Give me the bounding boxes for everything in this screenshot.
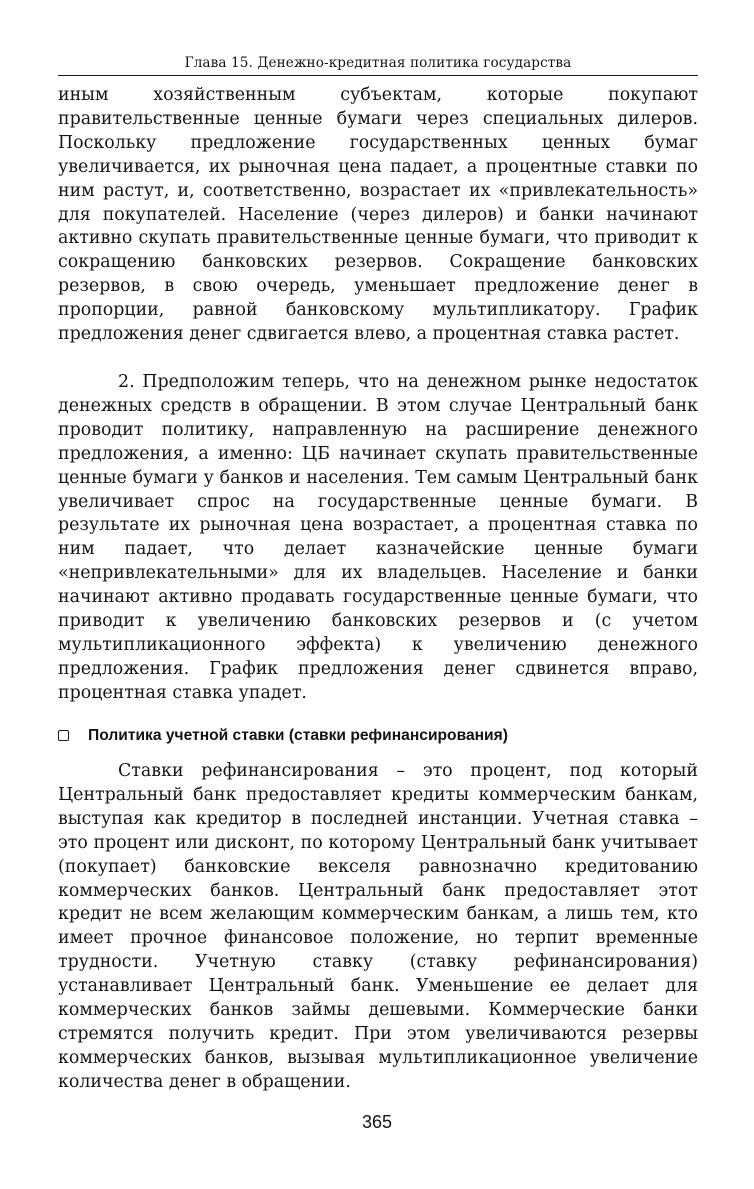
paragraph-text: Ставки рефинансирования – это процент, под который Центральный банк предоставляет кредиты коммерческим банкам, выступая как кредитор в последней инстанции. Учетная ставка – это процент или дисконт, по которому Центральный банк учитывает (покупает) банковские векселя равнозначно кредитованию коммерческих банков. Центральный банк предоставляет этот кредит не всем желающим коммерческим банкам, а лишь тем, кто имеет прочное финансовое положение, но терпит временные трудности. Учетную ставку (ставку рефинансирования) устанавливает Центральный банк. Уменьшение ее делает для коммерческих банков займы дешевыми. Коммерческие банки стремятся получить кредит. При этом увеличиваются резервы коммерческих банков, вызывая мультипликационное увеличение количества денег в обращении. bbox=[58, 761, 698, 1092]
section-heading bbox=[58, 724, 698, 748]
running-head: Глава 15. Денежно-кредитная политика государства bbox=[184, 55, 572, 71]
paragraph-text: иным хозяйственным субъектам, которые покупают правительственные ценные бумаги через специальных дилеров. Поскольку предложение государственных ценных бумаг увеличивается, их рыночная цена падает, а процентные ставки по ним растут, и, соответственно, возрастает их «привлекательность» для покупателей. Население (через дилеров) и банки начинают активно скупать правительственные ценные бумаги, что приводит к сокращению банковских резервов. Сокращение банковских резервов, в свою очередь, уменьшает предложение денег в пропорции, равной банковскому мультипликатору. График предложения денег сдвигается влево, а процентная ставка растет. bbox=[58, 85, 698, 345]
paragraph-text: 2. Предположим теперь, что на денежном рынке недостаток денежных средств в обращении. В этом случае Центральный банк проводит политику, направленную на расширение денежного предложения, а именно: ЦБ начинает скупать правительственные ценные бумаги у банков и населения. Тем самым Центральный банк увеличивает спрос на государственные ценные бумаги. В результате их рыночная цена возрастает, а процентная ставка по ним падает, что делает казначейские ценные бумаги «непривлекательными» для их владельцев. Население и банки начинают активно продавать государственные ценные бумаги, что приводит к увеличению банковских резервов и (с учетом мультипликационного эффекта) к увеличению денежного предложения. График предложения денег сдвинется вправо, процентная ставка упадет. bbox=[58, 372, 698, 703]
body-paragraph-1 bbox=[58, 84, 698, 347]
page-number: 365 bbox=[361, 1112, 393, 1132]
header-rule bbox=[58, 75, 698, 76]
section-heading-text: Политика учетной ставки (ставки рефинансирования) bbox=[88, 727, 508, 744]
body-paragraph-3 bbox=[58, 760, 698, 1095]
body-paragraph-2 bbox=[58, 371, 698, 706]
checkbox-bullet-icon bbox=[58, 730, 69, 741]
